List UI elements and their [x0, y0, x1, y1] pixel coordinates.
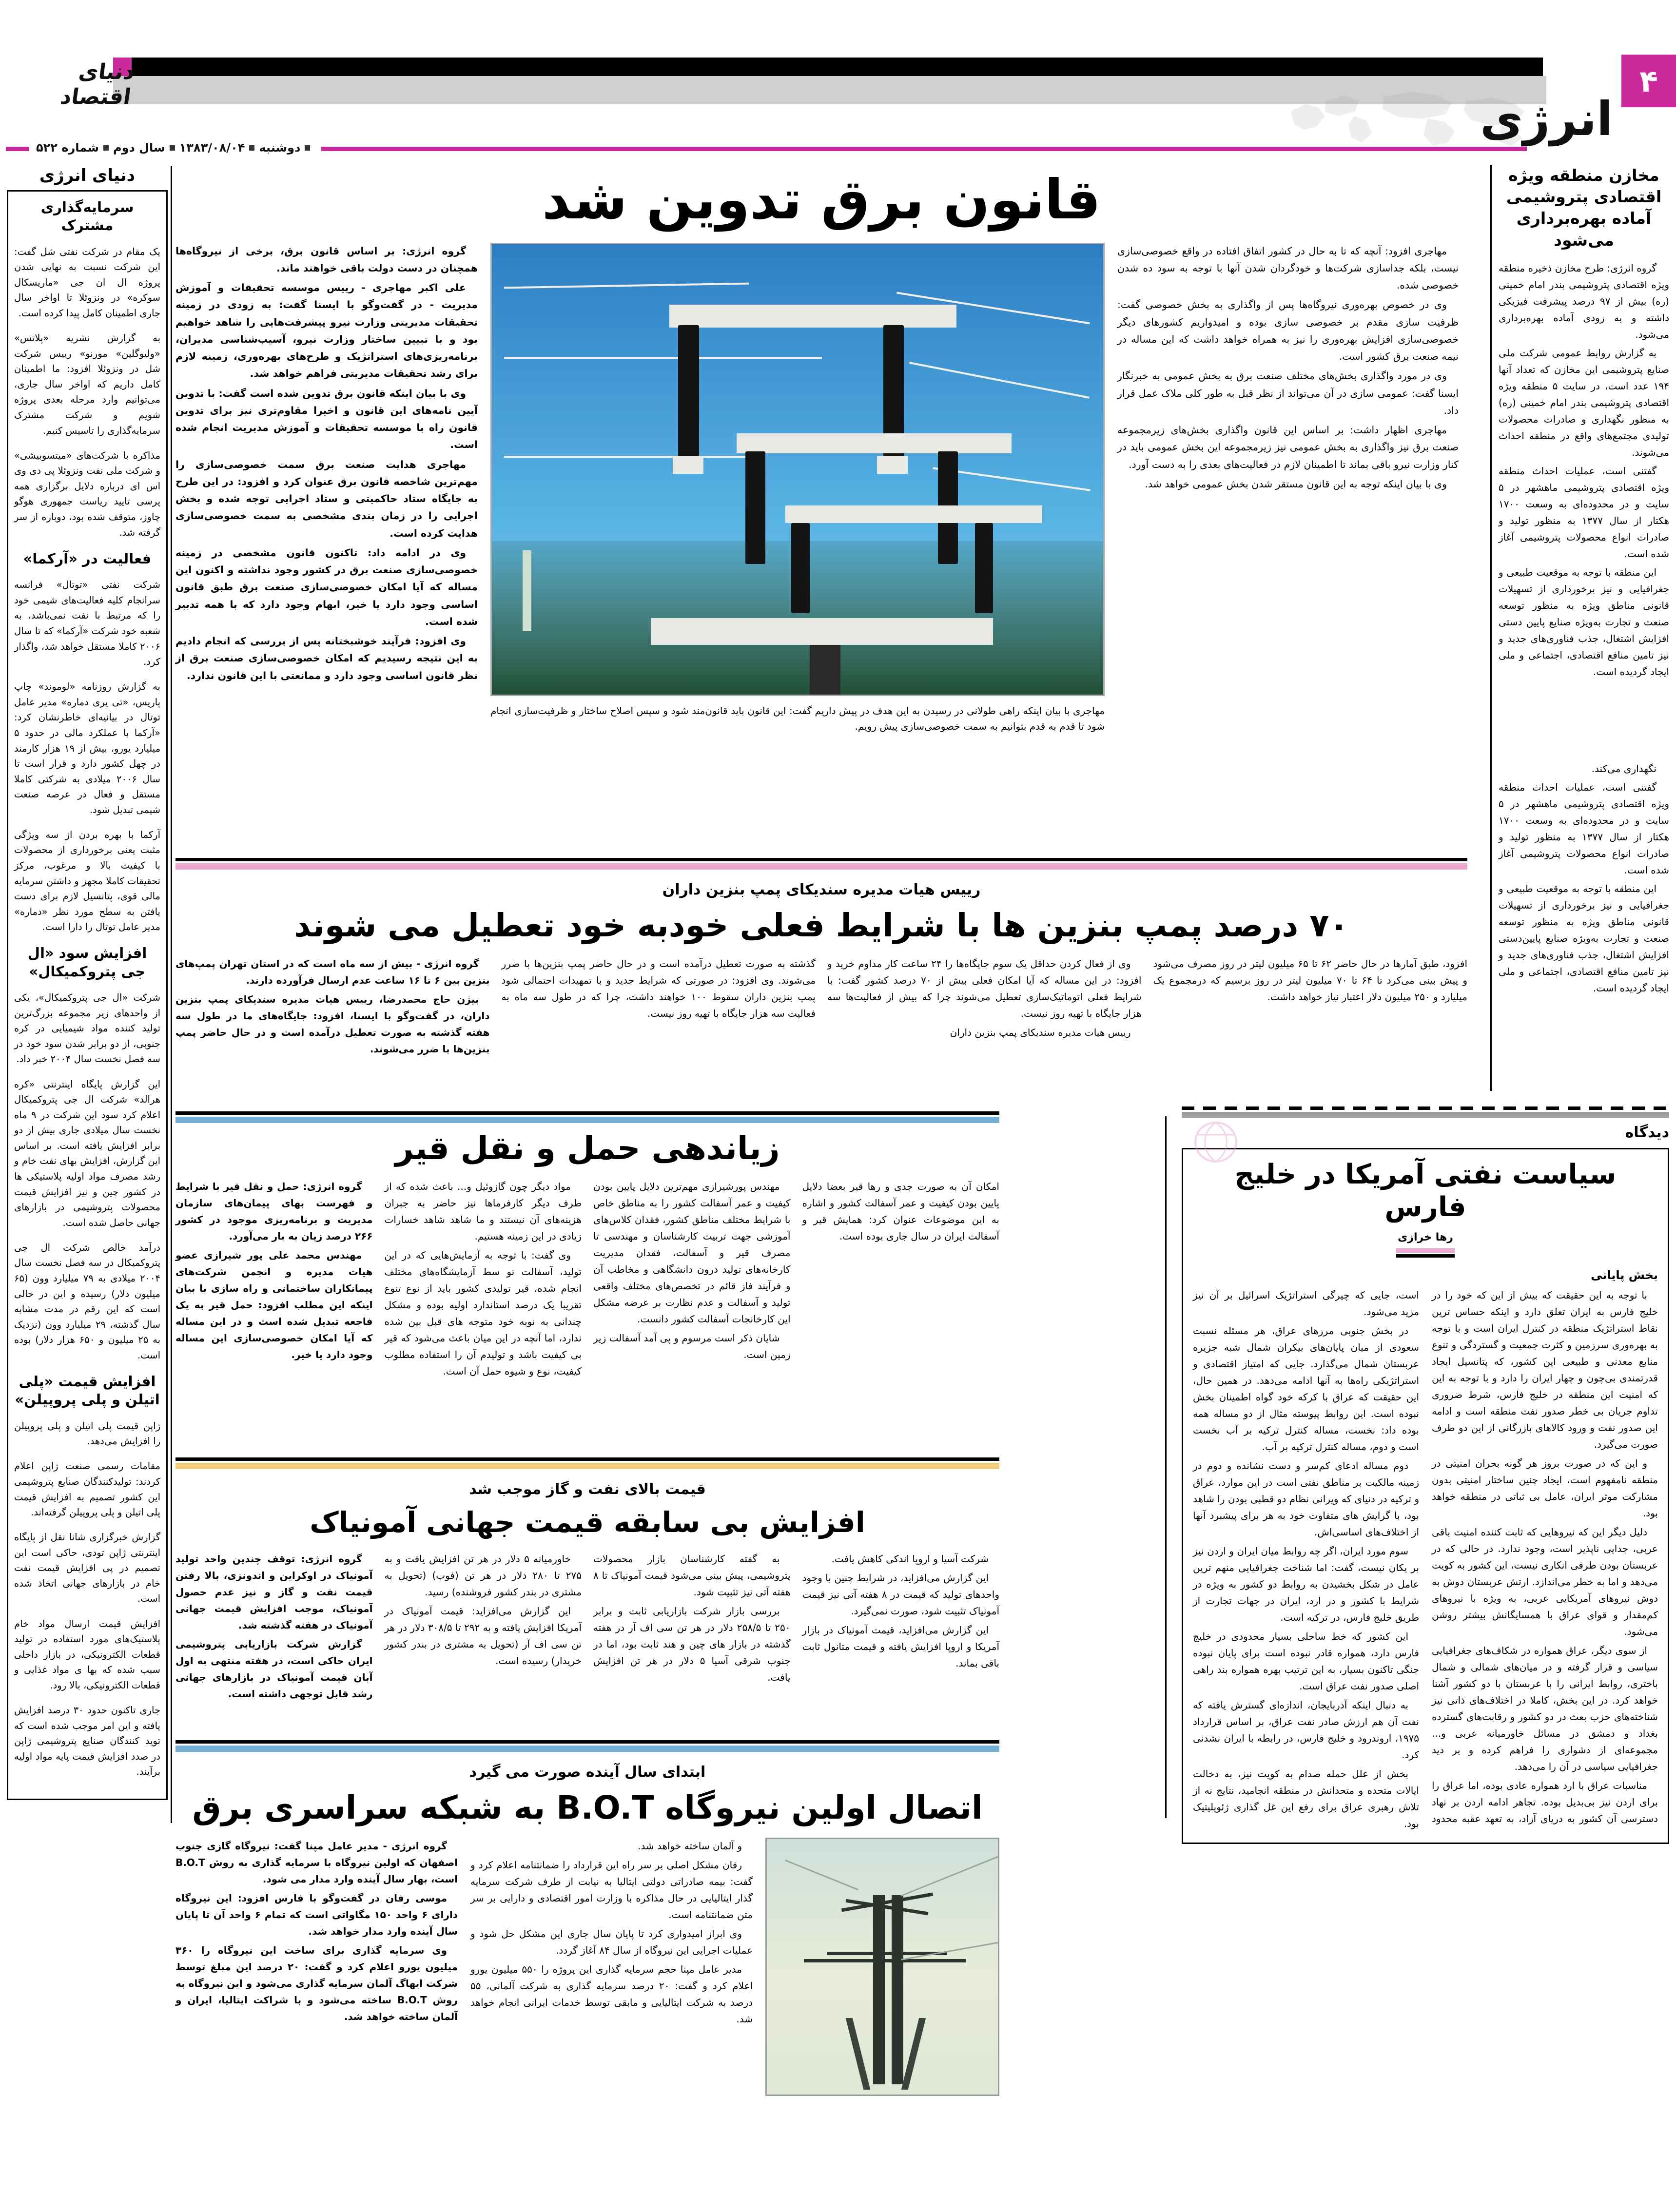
story-ammonia	[175, 1457, 999, 1705]
photo-wire	[504, 282, 749, 289]
ammonia-column-b	[385, 1551, 582, 1705]
tower-diagonal	[846, 2018, 871, 2090]
ammonia-body-b: خاورمیانه ۵ دلار در هر تن افزایش یافت و به ۲۷۵ تا ۲۸۰ دلار در هر تن (فوب) (تحویل به مشتری در بندر کشور فروشنده) رسید. این گزارش می‌افزاید: قیمت آمونیاک در آمریکا افزایش یافته و به ۲۹۲ تا ۳۰۸/۵ دلار در هر تن سی اف آر (تحویل به مشتری در بندر کشور خریدار) رسیده است.	[384, 1552, 582, 1667]
pumps-column-d	[1153, 955, 1468, 1060]
bot-body-a: گروه انرژی - مدیر عامل مپنا گفت: نیروگاه گازی جنوب اصفهان که اولین نیروگاه با سرمایه گذاری به روش B.O.T است، بهار سال آینده وارد مدار می شود. موسی رفان در گفت‌وگو با فارس افزود: این نیروگاه دارای ۶ واحد ۱۵۰ مگاواتی است که تمام ۶ واحد آن تا پایان سال آینده وارد مدار خواهد شد. وی سرمایه گذاری برای ساخت این نیروگاه را ۳۶۰ میلیون یورو اعلام کرد و گفت: ۲۰ درصد این مبلغ توسط شرکت ایهاگ آلمان سرمایه گذاری می‌شود و این نیروگاه به روش B.O.T ساخته می‌شود و با شراکت ایتالیا، ایران و آلمان ساخته خواهد شد.	[175, 1840, 458, 2023]
sidebar-left-box	[7, 190, 168, 1800]
ammonia-headline[interactable]: افزایش بی سابقه قیمت جهانی آمونیاک	[310, 1506, 865, 1539]
photo-gantry	[669, 305, 956, 327]
photo-wire	[504, 456, 749, 458]
ammonia-columns	[175, 1551, 999, 1705]
opinion-part-label: بخش پایانی	[1591, 1268, 1658, 1282]
sidebar-right-body-cont: نگهداری می‌کند. گفتنی است، عملیات احداث منطقه ویژه اقتصادی پتروشیمی ماهشهر در ۵ سایت و در محدوده‌ای به وسعت ۱۷۰۰ هکتار از سال ۱۳۷۷ به منظور تولید و صادرات انواع محصولات پتروشیمی آغاز شده است. این منطقه با توجه به موقعیت طبیعی و جغرافیایی و نیز برخورداری از تسهیلات قانونی مناطق ویژه به منظور توسعه صنعت و تجارت به‌ویژه صنایع پایین‌دستی افزایش اشتغال، جذب فناوری‌های جدید و نیز تامین منافع اقتصادی، اجتماعی و ملی ایجاد گردیده است.	[1499, 763, 1669, 994]
date-rule	[0, 140, 1676, 155]
photo-support-column	[810, 645, 840, 695]
tower-mast	[892, 1895, 903, 2084]
sidebar-article-head-3[interactable]: افزایش قیمت «پلی اتیلن و پلی پروپیلن»	[15, 1373, 160, 1408]
tower-conductor	[785, 1860, 858, 1890]
photo-wire	[909, 362, 1090, 399]
opinion-box	[1182, 1148, 1669, 1844]
ammonia-body-d: شرکت آسیا و اروپا اندکی کاهش یافت. این گزارش می‌افزاید، در شرایط چنین با وجود واحدهای تولید که قیمت در ۸ هفته آتی نیز قیمت آمونیاک تثبیت شود، صورت نمی‌گیرد. این گزارش می‌افزاید، قیمت آمونیاک در بازار آمریکا و اروپا افزایش یافته و قیمت متانول ثابت باقی بماند.	[802, 1552, 999, 1669]
page-number-badge: ۴	[1621, 55, 1676, 107]
bot-column-a	[175, 1838, 458, 2096]
column-separator-right	[1490, 165, 1492, 1091]
lead-column-a	[175, 243, 478, 734]
sidebar-petrochemical-cont	[1499, 760, 1669, 998]
bitumen-body-d: امکان آن به صورت جدی و رها قیر بعضا دلایل پایین بودن کیفیت و عمر آسفالت کشور و اشاره به این موضوعات عنوان کرد: همایش قیر و آسفالت ایران در سال جاری بوده است.	[802, 1181, 999, 1242]
pumps-body-c: وی از فعال کردن حداقل یک سوم جایگاه‌ها را ۲۴ ساعت کار مداوم خرید و افزود: در این مساله که آیا امکان فعلی بیش از ۷۰ درصد کشور گفت: با شرایط فعلی اتوماتیک‌سازی تعطیل می‌شوند چرا که بیش از فعالیت‌ها سه هزار جایگاه با تهیه روز نیست. رییس هیات مدیره سندیکای پمپ بنزین داران	[827, 958, 1142, 1039]
tower-mast	[873, 1895, 885, 2084]
sidebar-right-headline[interactable]: مخازن منطقه ویژه اقتصادی پتروشیمی آماده بهره‌برداری می‌شود	[1506, 166, 1662, 250]
photo-insulator-base	[673, 456, 703, 474]
bitumen-column-c	[593, 1178, 791, 1382]
bot-headline[interactable]: اتصال اولین نیروگاه B.O.T به شبکه سراسری برق	[192, 1789, 983, 1826]
ammonia-column-a	[175, 1551, 373, 1705]
ammonia-body-a: گروه انرژی: توقف چندین واحد تولید آمونیاک در اوکراین و اندونزی، بالا رفتن قیمت نفت و گاز و نیز عدم حصول آمونیاک، موجب افزایش قیمت جهانی آمونیاک در هفته گذشته شد. گزارش شرکت بازاریابی پتروشیمی ایران حاکی است، در هفته منتهی به اول آبان قیمت آمونیاک در بازارهای جهانی رشد قابل توجهی داشته است.	[175, 1552, 373, 1700]
ammonia-kicker: قیمت بالای نفت و گاز موجب شد	[469, 1481, 706, 1498]
bot-photo-block	[765, 1838, 999, 2096]
bot-column-b	[470, 1838, 753, 2096]
photo-lattice	[523, 550, 532, 631]
photo-gantry	[785, 505, 1042, 524]
photo-wire	[504, 357, 822, 359]
ammonia-column-c	[593, 1551, 791, 1705]
story-bitumen	[175, 1111, 999, 1382]
issue-date: ۱۳۸۳/۰۸/۰۴	[179, 141, 245, 155]
pumps-body-a: گروه انرژی - بیش از سه ماه است که در استان تهران پمپ‌های بنزین بین ۶ تا ۱۶ ساعت عدم ارسال فرآورده دارند. بیژن حاج محمدرضا، رییس هیات مدیره سندیکای پمپ بنزین داران، در گفت‌وگو با ایسنا، افزود: جایگاه‌های ما در طول سه هفته گذشته به صورت تعطیل درآمده است و در حال حاضر پمپ بنزین‌ها با ضرر می‌شوند.	[175, 958, 490, 1055]
section-rule-blue	[175, 1111, 999, 1124]
photo-insulator	[745, 451, 765, 564]
tower-crossarm	[804, 1959, 966, 1962]
section-rule-blue-2	[175, 1740, 999, 1753]
photo-insulator	[678, 325, 699, 474]
sidebar-article-head-2[interactable]: افزایش سود «ال جی پتروکمیکال»	[27, 945, 147, 980]
pumps-kicker: رییس هیات مدیره سندیکای پمپ بنزین داران	[662, 881, 981, 898]
newspaper-logo[interactable]: دنیای اقتصاد	[58, 59, 136, 109]
column-separator-mid	[1165, 1116, 1167, 1818]
sidebar-article-body-0: یک مقام در شرکت نفتی شل گفت: این شرکت نسبت به نهایی شدن پروژه ال ان جی «ماریسکال سوکره» در ونزوئلا تا اواخر سال جاری اطمینان کامل پیدا کرده است. به گزارش نشریه «پلاتس» «ولیوگلین» مورنو» رییس شرکت شل در ونزوئلا افزود: ما اطمینان کامل داریم که اواخر سال جاری، می‌توانیم وارد مرحله بعدی پروژه شویم و شرکت مشترک سرمایه‌گذاری را تاسیس کنیم. مذاکره با شرکت‌های «میتسوبیشی» و شرکت ملی نفت ونزوئلا پی دی وی اس ای درباره دلایل برگزاری همه پرسی تایید ریاست جمهوری هوگو چاوز، متوقف شده بود، دوباره از سر گرفته شد.	[14, 246, 160, 538]
bitumen-columns	[175, 1178, 999, 1382]
opinion-label: دیدگاه	[1625, 1124, 1669, 1141]
masthead-black-bar	[132, 58, 1543, 76]
sidebar-right-body: گروه انرژی: طرح مخازن ذخیره منطقه ویژه اقتصادی پتروشیمی بندر امام خمینی (ره) بیش از ۹۷ درصد پیشرفت فیزیکی داشته و به زودی آماده بهره‌برداری می‌شود. به گزارش روابط عمومی شرکت ملی صنایع پتروشیمی این مخازن که تعداد آنها ۱۹۴ عدد است، در سایت ۵ منطقه ویژه اقتصادی پتروشیمی بندر امام خمینی (ره) به منظور نگهداری و صادرات محصولات تولیدی مجتمع‌های واقع در منطقه احداث می‌شوند. گفتنی است، عملیات احداث منطقه ویژه اقتصادی پتروشیمی ماهشهر در ۵ سایت و در محدوده‌ای به وسعت ۱۷۰۰ هکتار از سال ۱۳۷۷ به منظور تولید و صادرات انواع محصولات پتروشیمی آغاز شده است. این منطقه با توجه به موقعیت طبیعی و جغرافیایی و نیز برخورداری از تسهیلات قانونی مناطق ویژه به منظور توسعه صنعت و تجارت به‌ویژه صنایع پایین دستی افزایش اشتغال، جذب فناوری‌های جدید و نیز تامین منافع اقتصادی، اجتماعی و ملی ایجاد گردیده است.	[1499, 262, 1670, 678]
lead-column-b	[1117, 243, 1459, 734]
section-title: انرژی	[1480, 92, 1613, 146]
issue-year: سال دوم	[113, 141, 165, 155]
pumps-column-c	[827, 955, 1142, 1060]
masthead	[0, 0, 1676, 146]
lead-headline[interactable]: قانون برق تدوین شد	[542, 168, 1101, 232]
issue-number: شماره ۵۲۲	[36, 141, 99, 155]
bitumen-headline[interactable]: زیاندهی حمل و نقل قیر	[395, 1129, 780, 1167]
bitumen-body-c: مهندس پورشیرازی مهم‌ترین دلایل پایین بودن کیفیت و عمر آسفالت کشور را به مناطق خاص با شرایط مختلف مناطق کشور، فقدان کلاس‌های آموزشی جهت تربیت کارشناسان و مهندسی تا مصرف قیر و آسفالت، فقدان مدیریت کارخانه‌های تولید درون دانشگاهی و مخاطب آن و فرآیند فاز قائم در تخصص‌های مختلف واقعی تولید و آسفالت و عدم نظارت بر عرضه مشکل این کارخانجات آسفالت کشور دانست. شایان ذکر است مرسوم و پی آمد آسفالت زیر زمین است.	[593, 1181, 791, 1361]
bot-columns	[175, 1838, 999, 2096]
lead-photo-block	[490, 243, 1105, 734]
opinion-body: با توجه به این حقیقت که بیش از این که خود را در خلیج فارس به ایران تعلق دارد و اینکه حساس ترین نقاط استراتژیک منطقه در کنترل ایران است و با توجه به بهره‌وری سرزمین و کثرت جمعیت و گستردگی و تنوع منابع معدنی و طبیعی این کشور، که پتانسیل ایجاد قدرتمندی بی‌چون و چهار ایران را دارد و با توجه به این که امنیت این منطقه در خلیج فارس، شرط ضروری تداوم جریان بی خطر صدور نفت منطقه است و ادامه این صدور نفت و ورود کالاهای بازرگانی از این دو طرف صورت می‌گیرد. و این که در صورت بروز هر گونه بحران امنیتی در منطقه نامفهوم است، ایجاد چنین ساختار امنیتی بدون مشارکت موثر ایران، عامل بی ثباتی در منطقه خواهد بود. دلیل دیگر این که نیروهایی که ثابت کننده امنیت باقی عربی، جدایی ناپذیر است، وجود ندارد. در حالی که در عربستان بودن طرفی انکاری نیست، این کشور به کویت می‌دهد و اما به خطر می‌اندازد. ارتش عربستان دوش به دوش نیروهای آمریکایی عربی، به ویژه با نیروهای کم‌مقدار و قوای عراق با همسایگانش بیشتر روشن می‌شود. از سوی دیگر، عراق همواره در شکاف‌های جغرافیایی سیاسی و قرار گرفته و در میان‌های شمالی و شمال باختری، روابط ایرانی را با عربستان با دو کشور آشنا خواهد کرد. در این بخش، کاملا در اختلاف‌های ذاتی نیز شناخته‌های حزب بعث در دو کشور و رقابت‌های گسترده بغداد و دمشق در مسائل خاورمیانه عربی و... مجموعه‌ای از دشواری را فراهم کرده و بر دید جغرافیایی سیاسی در آن را می‌دهد. مناسبات عراق با ارد همواره عادی بوده، اما عراق را برای اردن نیز بی‌بدیل بوده. تجاهر ادامه اردن بر نهاد دسترسی آن کشور به دریای آزاد، به تعهد عقبه محدود است، جایی که چیرگی استراتژیک اسرائیل بر آن نیز مزید می‌شود. در بخش جنوبی مرزهای عراق، هر مسئله نسبت سعودی از میان پایان‌های بیکران شمال شبه جزیره عربستان شمال می‌گذارد. جایی که امتیاز اقتصادی و استراتژیکی راه‌ها به آنها ادامه می‌دهد. در همین حال، این حقیقت که عراق با کرکه خود گواه اطمینان بخش نبوده است. این روابط پیوسته مثال از دو مساله همه بوده داد: نخست، مساله کنترل ترکیه بر آب نخست است و دوم، مساله کنترل ترکیه بر آب. دوم مساله ادعای کم‌سر و دست نشانده و دوم در زمینه مالکیت بر مناطق نفتی است در این موارد، عراق و ترکیه در دنیای که ویرانی نظام دو قطبی بودن را شاهد بود، با گرایش های متفاوت خود به هر برای پیشبرد آنها از اختلاف‌های اساسی‌اش. سوم مورد ایران، اگر چه روابط میان ایران و اردن نیز بر یکان نیست، گفت: اما شناخت جغرافیایی منهم ترین عامل در شکل بخشیدن به روابط دو کشور به ویژه در شرایط با کشور و در ارد، ایران در جهات تجارت از طریق خلیج فارس، در ترکیه است. این کشور که خط ساحلی بسیار محدودی در خلیج فارس دارد، همواره قادر نبوده است برای پایان نبوده جنگی تاکنون بسیار، به این ترتیب بهره همواره بند راهی اصلی صدور نفت عراق است. به دنبال اینکه آذربایجان، اندازه‌ای گسترش یافته که نفت آن هم ارزش صادر نفت عراق، بر اساس قرارداد ۱۹۷۵، اروندرود و خلیج فارس، در رابطه با ایران نشدنی کرد. بخش از علل حمله صدام به کویت نیز، به دخالت ایالات متحده و متحدانش در منطقه انجامید، نتایج نه از تلاش رهبری عراق برای رفع این غل گذاری ژئوپلیتیک بود.	[1193, 1289, 1658, 1830]
section-rule-gold	[175, 1457, 999, 1470]
photo-gantry	[737, 433, 1012, 454]
opinion-section	[1182, 1106, 1669, 1844]
column-separator-left	[171, 166, 172, 1823]
opinion-title[interactable]: سیاست نفتی آمریکا در خلیج فارس	[1234, 1159, 1617, 1223]
lead-body-a: گروه انرژی: بر اساس قانون برق، برخی از نیروگاه‌ها همچنان در دست دولت باقی خواهند ماند. علی اکبر مهاجری - رییس موسسه تحقیقات و آموزش مدیریت - در گفت‌وگو با ایسنا گفت: به زودی در زمینه تحقیقات مدیریتی وزارت نیرو پیشرفت‌هایی را شاهد خواهیم بود و با تبیین ساختار وزارت نیرو، آسیب‌شناسی مدیران، برنامه‌ریزی‌های استراتژیک و طرح‌های بهره‌وری، زمینه لازم برای رشد تحقیقات مدیریتی فراهم خواهد شد. وی با بیان اینکه قانون برق تدوین شده است گفت: با تدوین آیین نامه‌های این قانون و اخیرا مقاوم‌تری نیز برای تدوین قانون راه با موسسه تحقیقات و آموزش مدیریت انجام شده است. مهاجری هدایت صنعت برق سمت خصوصی‌سازی را مهم‌ترین شاخصه قانون برق عنوان کرد و افزود: در این طرح به جایگاه ستاد حاکمیتی و ستاد اجرایی توجه شده و بخش اجرایی را در زمان بندی مشخصی به سمت خصوصی‌سازی هدایت کرده است. وی در ادامه داد: تاکنون قانون مشخصی در زمینه خصوصی‌سازی صنعت برق در کشور وجود نداشته و اکنون این مساله که آیا امکان خصوصی‌سازی صنعت برق طبق قانون اساسی وجود دارد یا خیر، ابهام وجود دارد که با همه تدبیر شده است. وی افزود: فرآیند خوشبختانه پس از بررسی که انجام دادیم به این نتیجه رسیدیم که امکان خصوصی‌سازی صنعت برق از نظر قانون اساسی وجود دارد و ممانعتی با این قانون ندارد.	[175, 245, 478, 681]
pumps-body-d: افزود، طبق آمارها در حال حاضر ۶۲ تا ۶۵ میلیون لیتر در روز مصرف می‌شود و پیش بینی می‌کرد تا ۶۴ تا ۷۰ میلیون لیتر در روز برسیم که درمجموع یک میلیارد و ۲۵۰ میلیون دلار اعتبار نیاز خواهد داشت.	[1153, 958, 1468, 1003]
pumps-body-b: گذشته به صورت تعطیل درآمده است و در حال حاضر پمپ بنزین‌ها با ضرر می‌شوند. وی افزود: در صورتی که شرایط جدید و با تمهیدات احتمالی شود پمپ بنزین داران سقوط ۱۰۰ خواهند داشت، چرا که در طول سه ماه به فعالیت سه هزار جایگاه با تهیه روز نیست.	[501, 958, 816, 1020]
ammonia-body-c: به گفته کارشناسان بازار محصولات پتروشیمی، پیش بینی می‌شود قیمت آمونیاک تا ۸ هفته آتی نیز تثبیت شود. بررسی بازار شرکت بازاریابی ثابت و برابر ۲۵۰ تا ۲۵۸/۵ دلار در هر تن سی اف آر در هفته گذشته در بازار های چین و هند ثابت بود، اما در جنوب شرقی آسیا ۵ دلار در هر تن افزایش یافت.	[593, 1552, 791, 1683]
photo-busbar	[651, 618, 993, 645]
story-petrol-pumps	[175, 858, 1467, 1060]
sidebar-petrochemical	[1499, 165, 1669, 682]
transmission-tower-photo	[765, 1838, 999, 2096]
sidebar-article-body-2: شرکت «ال جی پتروکمیکال»، یکی از واحدهای زیر مجموعه بزرگ‌ترین تولید کننده مواد شیمیایی در کره جنوبی، از دو برابر شدن سود خود در سه فصل نخست سال ۲۰۰۴ خبر داد. این گزارش پایگاه اینترنتی «کره هرالد» شرکت ال جی پتروکمیکال اعلام کرد سود این شرکت در ۹ ماه نخست سال میلادی جاری بیش از دو برابر افزایش یافته است. بر اساس این گزارش، افزایش بهای نفت خام و رشد مصرف مواد اولیه پلاستیکی ها در کشور چین و نیز افزایش قیمت محصولات پتروشیمی در بازارهای جهانی حاصل شده است. درآمد خالص شرکت ال جی پتروکمیکال در سه فصل نخست سال ۲۰۰۴ میلادی به ۷۹ میلیارد وون (۶۵ میلیون دلار) رسیده و این در حالی است که این رقم در مدت مشابه سال گذشته، ۲۹ میلیارد وون (نزدیک به ۲۵ میلیون و ۶۵۰ هزار دلار) بوده است.	[14, 992, 161, 1361]
tower-diagonal	[901, 2018, 926, 2090]
photo-insulator-base	[877, 456, 908, 474]
pumps-column-b	[502, 955, 816, 1060]
story-bot-plant	[175, 1740, 999, 2096]
bitumen-column-d	[802, 1178, 1000, 1382]
bot-kicker: ابتدای سال آینده صورت می گیرد	[469, 1764, 706, 1781]
bitumen-body-a: گروه انرژی: حمل و نقل قیر با شرایط و فهرست بهای پیمان‌های سازمان مدیریت و برنامه‌ریزی موجود در کشور ۲۶۶ درصد زیان به بار می‌آورد. مهندس محمد علی پور شیرازی عضو هیات مدیره و انجمن شرکت‌های پیمانکاران ساختمانی و راه سازی با بیان اینکه این مطلب افزود: حمل قیر به یک فاجعه تبدیل شده است و در این مساله که آیا امکان خصوصی‌سازی این مساله وجود دارد یا خیر.	[175, 1181, 373, 1361]
tower-conductor	[900, 1856, 999, 1897]
bitumen-column-b	[385, 1178, 582, 1382]
photo-insulator	[791, 523, 810, 613]
pumps-column-a	[175, 955, 490, 1060]
sidebar-left-title: دنیای انرژی	[39, 166, 136, 185]
ammonia-column-d	[802, 1551, 1000, 1705]
bitumen-column-a	[175, 1178, 373, 1382]
opinion-underline-pink	[1396, 1248, 1455, 1253]
issue-weekday: دوشنبه	[259, 141, 301, 155]
page-body	[0, 161, 1676, 2208]
pumps-headline[interactable]: ۷۰ درصد پمپ بنزین ها با شرایط فعلی خودبه خود تعطیل می شوند	[294, 907, 1349, 944]
sidebar-article-head-0[interactable]: سرمایه‌گذاری مشترک	[40, 199, 134, 234]
opinion-author: رها خرازی	[1398, 1231, 1453, 1244]
issue-date-line	[29, 136, 321, 159]
substation-photo	[490, 243, 1105, 696]
sidebar-article-body-1: شرکت نفتی «توتال» فرانسه سرانجام کلیه فعالیت‌های شیمی خود را که مرتبط با نفت نمی‌باشد، به شعبه خود شرکت «آرکما» که تا سال ۲۰۰۶ کاملا مستقل خواهد شد، واگذار کرد. به گزارش روزنامه «لوموند» چاپ پاریس، «تی یری دماره» مدیر عامل توتال در بیانیه‌ای خاطرنشان کرد: «آرکما با عملکرد مالی در حدود ۵ میلیارد یورو، بیش از ۱۹ هزار کارمند در چهل کشور دارد و قرار است تا سال ۲۰۰۶ میلادی به شرکتی کاملا مستقل و فعال در عرصه صنعت شیمی تبدیل شود. آرکما با بهره بردن از سه ویژگی مثبت یعنی برخورداری از محصولات با کیفیت بالا و مرغوب، مرکز تحقیقات کاملا مجهز و داشتن سرمایه مالی قوی، پتانسیل لازم برای دست یافتن به سطح مورد نظر «دماره» مدیر عامل توتال را دارا است.	[14, 579, 161, 933]
sidebar-article-body-3: ژاپن قیمت پلی اتیلن و پلی پروپیلن را افزایش می‌دهد. مقامات رسمی صنعت ژاپن اعلام کردند: تولیدکنندگان صنایع پتروشیمی این کشور تصمیم به افزایش قیمت پلی اتیلن و پلی پروپیلن گرفته‌اند. گزارش خبرگزاری شانا نقل از پایگاه اینترنتی ژاپن تودی، حاکی است این تصمیم در پی افزایش قیمت نفت خام در بازارهای جهانی اتخاذ شده است. افزایش قیمت ارسال مواد خام پلاستیک‌های مورد استفاده در تولید قطعات الکترونیکی، در بازار داخلی سبب شده که بها ی مواد غذایی و قطعات الکترونیکی، بالا رود. جاری تاکنون حدود ۳۰ درصد افزایش یافته و این امر موجب شده است که توید کنندگان صنایع پتروشیمی ژاپن در صدد افزایش قیمت پایه مواد اولیه برآیند.	[14, 1420, 161, 1778]
pumps-columns	[175, 955, 1467, 1060]
bitumen-body-b: مواد دیگر چون گازوئیل و... باعث شده که از طرف دیگر کارفرماها نیز حاضر به جبران هزینه‌های آن نیستند و ما شاهد شاهد خسارات زیادی در این زمینه هستیم. وی گفت: با توجه به آزمایش‌هایی که در این تولید، آسفالت نو سط آزمایشگاه‌های مختلف انجام شده، قیر تولیدی کشور باید از نوع تنوع تقریبا یک درصد استاندارد اولیه بوده و مشکل چندانی به نوبه خود متوجه های قبل بین شده ندارد، اما آنچه در این میان باعث می‌شود که قیر بی کیفیت باشد و تولیدم آن را استفاده مطلوب کیفیت، نوع و شیوه حمل آن است.	[384, 1181, 582, 1378]
section-rule-dashed	[1182, 1106, 1669, 1119]
photo-caption: مهاجری با بیان اینکه راهی طولانی در رسیدن به این هدف در پیش داریم گفت: این قانون باید قانون‌مند شود و سپس اصلاح ساختار و ظرفیت‌سازی انجام شود تا قدم به قدم بتوانیم به سمت خصوصی‌سازی پیش رویم.	[490, 704, 1105, 732]
lead-story	[175, 166, 1467, 734]
globe-icon	[1187, 1120, 1245, 1164]
photo-insulator	[975, 523, 994, 613]
sidebar-article-head-1[interactable]: فعالیت در «آرکما»	[23, 550, 152, 567]
opinion-underline-black	[1396, 1254, 1455, 1258]
lead-body-b: مهاجری افزود: آنچه که تا به حال در کشور اتفاق افتاده در واقع خصوصی‌سازی نیست، بلکه جداسازی شرکت‌ها و خودگردان شدن آنها با توجه به سود ده شدن خصوصی شده. وی در خصوص بهره‌وری نیروگاه‌ها پس از واگذاری به بخش خصوصی گفت: ظرفیت سازی مقدم بر خصوصی سازی بوده و امیدواریم کشورهای دیگر خصوصی‌سازی افزایش بهره‌وری را نیز به همراه خواهد داشت که این مساله در نیمه صنعت برق کشور است. وی در مورد واگذاری بخش‌های مختلف صنعت برق به بخش عمومی به خبرنگار ایسنا گفت: عمومی سازی در آن می‌تواند از نظر قبل به طور کلی ملاک عمل قرار داد. مهاجری اظهار داشت: بر اساس این قانون واگذاری بخش‌های زیرمجموعه صنعت برق نیز واگذاری به بخش عمومی نیز زیرمجموعه این بخش عمومی باید در کنار وزارت نیرو باقی بماند تا اطمینان لازم در فعالیت‌های بعدی را به دست آورد. وی با بیان اینکه توجه به این قانون مستقر شدن بخش عمومی خواهد شد.	[1117, 245, 1459, 490]
section-rule-pink	[175, 858, 1467, 871]
sidebar-world-energy	[7, 166, 168, 1800]
bot-body-b: و آلمان ساخته خواهد شد. رفان مشکل اصلی بر سر راه این قرارداد را ضمانتنامه اعلام کرد و گفت: بیمه صادراتی دولتی ایتالیا به نیابت از طرف شرکت سرمایه گذار ایتالیایی در حال مذاکره با وزارت امور اقتصادی و دارایی بر سر متن ضمانتنامه است. وی ابراز امیدواری کرد تا پایان سال جاری این مشکل حل شود و عملیات اجرایی این نیروگاه از سال ۸۴ آغاز گردد. مدیر عامل مپنا حجم سرمایه گذاری این پروژه را ۵۵۰ میلیون یورو اعلام کرد و گفت: ۲۰ درصد سرمایه گذاری به شرکت آلمانی، ۵۵ درصد به شرکت ایتالیایی و مابقی توسط خدمات ایرانی انجام خواهد شد.	[470, 1840, 753, 2025]
